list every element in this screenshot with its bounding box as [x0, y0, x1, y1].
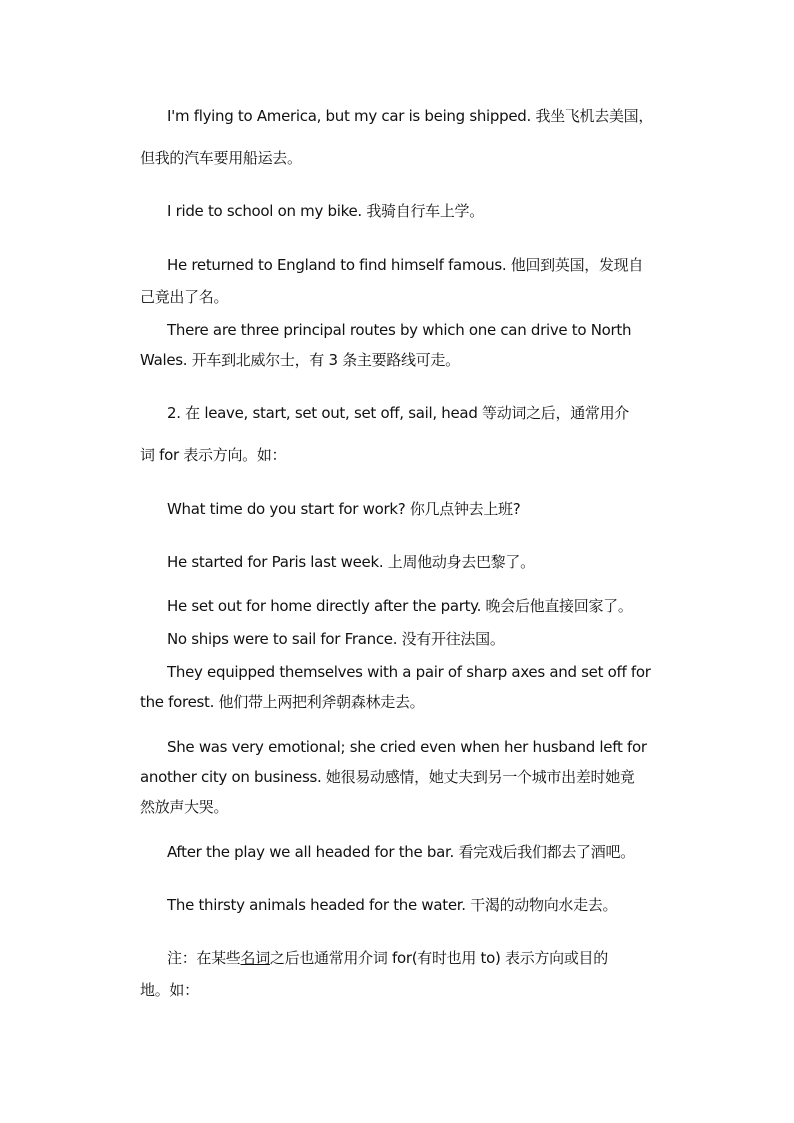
note-suffix: 之后也通常用介词 for(有时也用 to) 表示方向或目的 — [269, 949, 608, 967]
paragraph-3-line-2: 己竟出了名。 — [140, 288, 229, 306]
paragraph-12-line-1: After the play we all headed for the bar. 看完戏后我们都去了酒吧。 — [167, 843, 635, 861]
note-underlined-term: 名词 — [240, 949, 270, 967]
paragraph-1-line-2: 但我的汽车要用船运去。 — [140, 149, 302, 167]
paragraph-11-line-3: 然放声大哭。 — [140, 798, 229, 816]
paragraph-5-line-1: 2. 在 leave, start, set out, set off, sail, head 等动词之后，通常用介 — [167, 404, 630, 422]
paragraph-7-line-1: He started for Paris last week. 上周他动身去巴黎了。 — [167, 553, 535, 571]
paragraph-5-line-2: 词 for 表示方向。如： — [140, 446, 287, 464]
paragraph-3-line-1: He returned to England to find himself famous. 他回到英国，发现自 — [167, 256, 644, 274]
paragraph-11-line-2: another city on business. 她很易动感情，她丈夫到另一个城市出差时她竟 — [140, 768, 635, 786]
paragraph-4-line-2: Wales. 开车到北威尔士，有 3 条主要路线可走。 — [140, 351, 460, 369]
paragraph-10-line-2: the forest. 他们带上两把利斧朝森林走去。 — [140, 693, 425, 711]
paragraph-8-line-1: He set out for home directly after the party. 晚会后他直接回家了。 — [167, 597, 633, 615]
paragraph-10-line-1: They equipped themselves with a pair of sharp axes and set off for — [167, 663, 651, 681]
paragraph-2-line-1: I ride to school on my bike. 我骑自行车上学。 — [167, 202, 484, 220]
note-line-1 — [167, 948, 608, 968]
paragraph-4-line-1: There are three principal routes by which one can drive to North — [167, 321, 632, 339]
paragraph-9-line-1: No ships were to sail for France. 没有开往法国。 — [167, 630, 505, 648]
paragraph-1-line-1: I'm flying to America, but my car is being shipped. 我坐飞机去美国， — [167, 107, 654, 125]
paragraph-13-line-1: The thirsty animals headed for the water. 干渴的动物向水走去。 — [167, 896, 618, 914]
paragraph-11-line-1: She was very emotional; she cried even when her husband left for — [167, 738, 647, 756]
note-prefix: 注：在某些 — [167, 949, 241, 967]
note-line-2: 地。如： — [140, 981, 199, 999]
paragraph-6-line-1: What time do you start for work? 你几点钟去上班? — [167, 500, 521, 518]
